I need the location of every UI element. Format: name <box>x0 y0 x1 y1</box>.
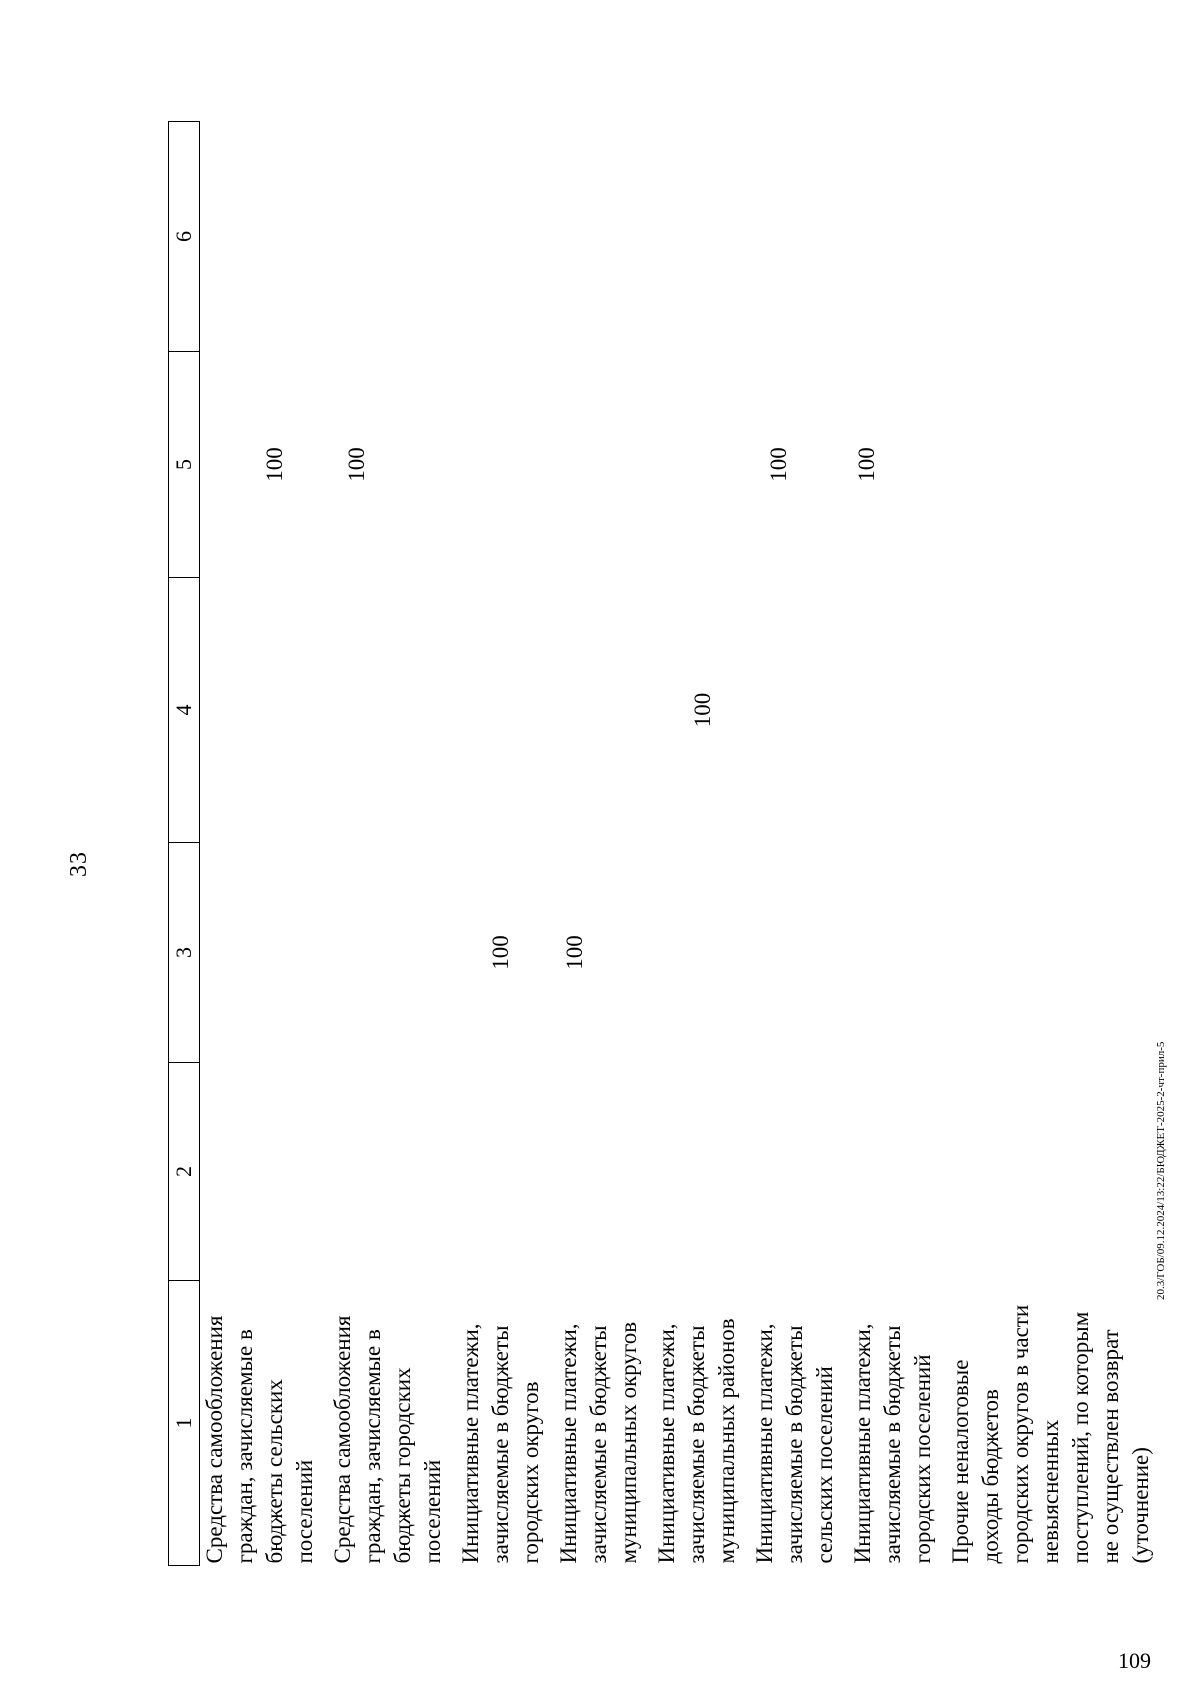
row-col-4 <box>742 578 840 843</box>
row-col-4 <box>938 578 1156 843</box>
row-col-3: 100 <box>562 935 587 970</box>
row-col-3 <box>840 843 938 1063</box>
row-col-3 <box>742 843 840 1063</box>
table-row <box>448 122 546 1566</box>
row-col-2 <box>200 1063 321 1281</box>
row-col-3 <box>938 843 1156 1063</box>
row-col-5: 100 <box>854 447 879 482</box>
header-col-4: 4 <box>169 578 200 843</box>
row-col-4 <box>200 578 321 843</box>
row-name: Инициативные платежи, зачисляемые в бюджеты муниципальных районов <box>654 1318 739 1564</box>
table-row <box>546 122 644 1566</box>
row-name: Инициативные платежи, зачисляемые в бюджеты городских округов <box>458 1323 543 1564</box>
row-col-2 <box>448 1063 546 1281</box>
row-col-4 <box>840 578 938 843</box>
row-col-6 <box>320 122 448 352</box>
header-col-1: 1 <box>169 1281 200 1566</box>
row-col-5 <box>644 352 742 578</box>
row-name: Средства самообложения граждан, зачисляемые в бюджеты городских поселений <box>330 1315 445 1564</box>
row-col-6 <box>448 122 546 352</box>
row-name: Инициативные платежи, зачисляемые в бюджеты городских поселений <box>850 1323 935 1564</box>
row-col-2 <box>546 1063 644 1281</box>
row-col-6 <box>200 122 321 352</box>
table-row <box>644 122 742 1566</box>
row-col-4 <box>546 578 644 843</box>
row-name: Прочие неналоговые доходы бюджетов городских округов в части невыясненных поступлений, по которым не осуществлен возврат (уточнение) <box>948 1304 1153 1564</box>
row-col-5: 100 <box>262 447 287 482</box>
row-col-5 <box>546 352 644 578</box>
row-col-3 <box>320 843 448 1063</box>
page-number: 33 <box>66 851 92 877</box>
header-col-3: 3 <box>169 843 200 1063</box>
table-row <box>320 122 448 1566</box>
row-col-2 <box>320 1063 448 1281</box>
row-col-5 <box>938 352 1156 578</box>
row-col-2 <box>644 1063 742 1281</box>
row-col-6 <box>742 122 840 352</box>
row-name: Средства самообложения граждан, зачисляемые в бюджеты сельских поселений <box>202 1315 317 1564</box>
table-header-row <box>169 122 200 1566</box>
row-col-6 <box>546 122 644 352</box>
table-row <box>200 122 321 1566</box>
row-name: Инициативные платежи, зачисляемые в бюджеты муниципальных округов <box>556 1321 641 1564</box>
header-col-5: 5 <box>169 352 200 578</box>
row-col-2 <box>938 1063 1156 1281</box>
row-col-3 <box>200 843 321 1063</box>
row-col-2 <box>840 1063 938 1281</box>
row-col-4 <box>320 578 448 843</box>
row-col-2 <box>742 1063 840 1281</box>
row-col-6 <box>938 122 1156 352</box>
row-col-5 <box>448 352 546 578</box>
row-col-6 <box>644 122 742 352</box>
table-row <box>938 122 1156 1566</box>
table-row <box>742 122 840 1566</box>
row-col-5: 100 <box>766 447 791 482</box>
row-col-4: 100 <box>690 692 715 728</box>
header-col-2: 2 <box>169 1063 200 1281</box>
revenue-distribution-table <box>168 121 1156 1566</box>
row-col-6 <box>840 122 938 352</box>
sheet-number: 109 <box>1118 1648 1151 1673</box>
row-col-5: 100 <box>344 447 369 482</box>
row-col-4 <box>448 578 546 843</box>
row-name: Инициативные платежи, зачисляемые в бюджеты сельских поселений <box>752 1323 837 1564</box>
document-code-note: 20.3/ГОБ/09.12.2024/13:22/БЮДЖЕТ-2025-2-чт-прил-5 <box>1155 1041 1167 1300</box>
header-col-6: 6 <box>169 122 200 352</box>
row-col-3 <box>644 843 742 1063</box>
row-col-3: 100 <box>488 935 513 970</box>
table-row <box>840 122 938 1566</box>
